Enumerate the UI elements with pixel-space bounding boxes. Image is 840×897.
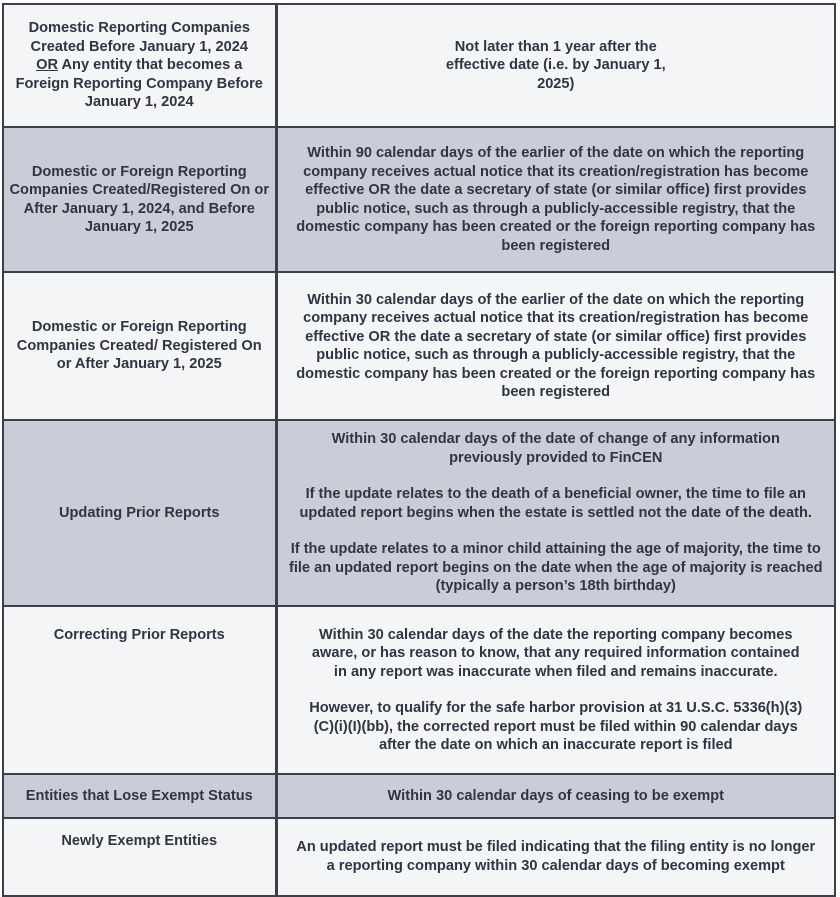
entity-type-text: Updating Prior Reports bbox=[58, 504, 220, 521]
deadline-cell bbox=[276, 774, 835, 818]
deadline-text: If the update relates to the death of a beneficial owner, the time to file an updated report begins when the estate is settled not the date of the death. bbox=[299, 486, 812, 521]
entity-type-text: Domestic or Foreign Reporting Companies Created/ Registered On or After January 1, 2025 bbox=[16, 319, 262, 373]
entity-type-text: Domestic or Foreign Reporting Companies Created/Registered On or After January 1, 2024, and Before January 1, 2025 bbox=[9, 163, 269, 235]
table-row bbox=[3, 774, 835, 818]
deadline-text: Within 30 calendar days of the date of change of any information previously provided to FinCEN bbox=[331, 431, 780, 466]
deadline-text: Within 30 calendar days of the earlier of the date on which the reporting company receives actual notice that its creation/registration has become effective OR the date a secretary of state (or similar office) first provides public notice, such as through a publicly-accessible registry, that the domestic company has been created or the foreign reporting company has been registered bbox=[296, 291, 816, 400]
deadline-cell bbox=[276, 127, 835, 272]
filing-deadlines-table bbox=[2, 3, 836, 897]
table-row bbox=[3, 4, 835, 127]
deadline-text: Not later than 1 year after the effective date (i.e. by January 1, 2025) bbox=[445, 38, 666, 92]
entity-type-cell bbox=[3, 272, 276, 420]
entity-type-text: Newly Exempt Entities bbox=[61, 833, 218, 849]
table-row bbox=[3, 127, 835, 272]
deadline-cell bbox=[276, 420, 835, 606]
entity-type-cell bbox=[3, 774, 276, 818]
entity-type-cell bbox=[3, 606, 276, 774]
table-row bbox=[3, 272, 835, 420]
deadline-cell bbox=[276, 272, 835, 420]
entity-type-text: Correcting Prior Reports bbox=[53, 627, 225, 643]
deadline-text: Within 30 calendar days of the date the reporting company becomes aware, or has reason to know, that any required information contained in any report was inaccurate when filed and remains inaccurate. bbox=[311, 626, 800, 680]
entity-type-cell bbox=[3, 420, 276, 606]
entity-type-text: Entities that Lose Exempt Status bbox=[25, 787, 253, 804]
deadline-text: However, to qualify for the safe harbor provision at 31 U.S.C. 5336(h)(3)(C)(i)(I)(bb), the corrected report must be filed within 90 calendar days after the date on which an inaccurate report is filed bbox=[309, 700, 803, 753]
deadline-text: An updated report must be filed indicating that the filing entity is no longer a reporting company within 30 calendar days of becoming exempt bbox=[296, 839, 816, 874]
deadline-cell bbox=[276, 606, 835, 774]
deadline-cell bbox=[276, 4, 835, 127]
entity-type-cell bbox=[3, 4, 276, 127]
entity-type-text: Domestic Reporting Companies Created Before January 1, 2024 bbox=[28, 20, 250, 55]
table-row bbox=[3, 818, 835, 896]
or-underlined-text: OR bbox=[36, 57, 58, 74]
deadline-cell bbox=[276, 818, 835, 896]
deadline-text: If the update relates to a minor child attaining the age of majority, the time to file an updated report begins on the date when the age of majority is reached (typically a person’s 18th birthday) bbox=[288, 541, 823, 595]
entity-type-cell bbox=[3, 127, 276, 272]
table-row bbox=[3, 420, 835, 606]
table-row bbox=[3, 606, 835, 774]
entity-type-cell bbox=[3, 818, 276, 896]
deadline-text: Within 90 calendar days of the earlier of the date on which the reporting company receives actual notice that its creation/registration has become effective OR the date a secretary of state (or similar office) first provides public notice, such as through a publicly-accessible registry, that the domestic company has been created or the foreign reporting company has been registered bbox=[296, 145, 816, 254]
deadline-text: Within 30 calendar days of ceasing to be exempt bbox=[387, 787, 724, 804]
entity-type-text: Any entity that becomes a Foreign Reporting Company Before January 1, 2024 bbox=[15, 57, 263, 111]
